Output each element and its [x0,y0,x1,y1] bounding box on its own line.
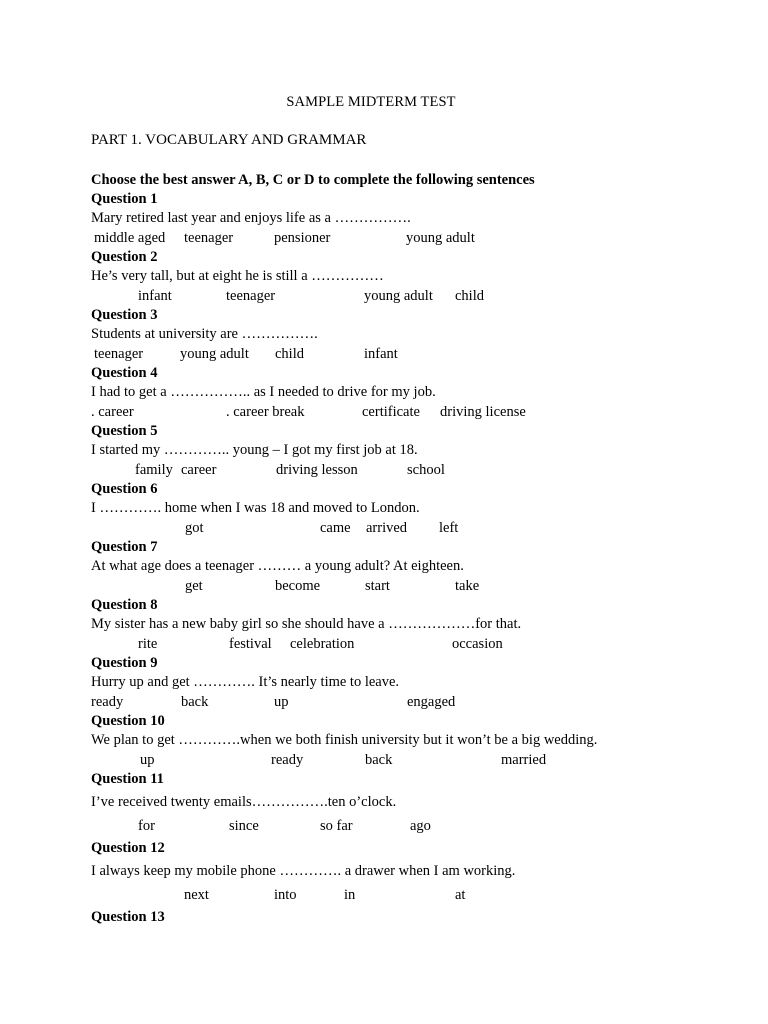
answer-option: child [275,346,304,362]
answer-option: left [439,520,459,536]
answer-option: arrived [366,520,408,536]
answer-option: got [185,520,204,536]
answer-option: driving lesson [276,462,358,478]
question-label: Question 1 [91,191,158,207]
answer-option: school [407,462,445,478]
answer-option: teenager [94,346,144,362]
answer-option: . career break [226,404,305,420]
question-sentence: I started my ………….. young – I got my first job at 18. [91,442,418,458]
answer-option: family [135,462,173,478]
answer-option: infant [364,346,398,362]
question-sentence: Hurry up and get …………. It’s nearly time to leave. [91,674,400,690]
answer-option: ago [410,818,431,834]
answer-option: in [344,887,356,903]
answer-option: take [455,578,480,594]
question-sentence: He’s very tall, but at eight he is still a …………… [91,268,384,284]
question-label: Question 3 [91,307,158,323]
answer-option: driving license [440,404,526,420]
question-sentence: At what age does a teenager ……… a young adult? At eighteen. [91,558,464,574]
answer-option: festival [229,636,272,652]
part-heading: PART 1. VOCABULARY AND GRAMMAR [91,132,367,148]
question-label: Question 10 [91,713,165,729]
answer-option: child [455,288,484,304]
answer-option: next [184,887,209,903]
question-label: Question 2 [91,249,158,265]
document-title: SAMPLE MIDTERM TEST [286,94,456,110]
answer-option: up [274,694,289,710]
answer-option: celebration [290,636,355,652]
question-label: Question 7 [91,539,158,555]
answer-option: young adult [180,346,249,362]
answer-option: for [138,818,155,834]
answer-option: since [229,818,259,834]
answer-option: so far [320,818,353,834]
answer-option: middle aged [94,230,166,246]
question-label: Question 8 [91,597,158,613]
answer-option: certificate [362,404,420,420]
question-label: Question 4 [91,365,158,381]
answer-option: engaged [407,694,456,710]
question-sentence: We plan to get ………….when we both finish university but it won’t be a big wedding. [91,732,598,748]
question-sentence: Students at university are ……………. [91,326,318,342]
question-label: Question 12 [91,840,165,856]
answer-option: teenager [184,230,234,246]
answer-option: at [455,887,466,903]
question-label: Question 5 [91,423,158,439]
question-label: Question 6 [91,481,158,497]
answer-option: came [320,520,351,536]
question-sentence: I always keep my mobile phone …………. a drawer when I am working. [91,863,516,879]
instruction-text: Choose the best answer A, B, C or D to complete the following sentences [91,172,535,188]
answer-option: career [181,462,217,478]
answer-option: young adult [364,288,433,304]
question-sentence: I …………. home when I was 18 and moved to London. [91,500,420,516]
answer-option: young adult [406,230,475,246]
answer-option: up [140,752,155,768]
answer-option: become [275,578,321,594]
question-label: Question 9 [91,655,158,671]
answer-option: occasion [452,636,503,652]
answer-option: get [185,578,203,594]
question-sentence: Mary retired last year and enjoys life as a ……………. [91,210,411,226]
answer-option: teenager [226,288,276,304]
answer-option: back [181,694,209,710]
question-sentence: I’ve received twenty emails…………….ten o’clock. [91,794,397,810]
question-label: Question 11 [91,771,164,787]
answer-option: ready [91,694,124,710]
question-sentence: I had to get a …………….. as I needed to drive for my job. [91,384,436,400]
question-label: Question 13 [91,909,165,925]
answer-option: pensioner [274,230,331,246]
answer-option: rite [138,636,158,652]
answer-option: into [274,887,297,903]
answer-option: married [501,752,547,768]
question-sentence: My sister has a new baby girl so she should have a ………………for that. [91,616,522,632]
answer-option: start [365,578,390,594]
answer-option: . career [91,404,134,420]
answer-option: infant [138,288,172,304]
answer-option: ready [271,752,304,768]
answer-option: back [365,752,393,768]
